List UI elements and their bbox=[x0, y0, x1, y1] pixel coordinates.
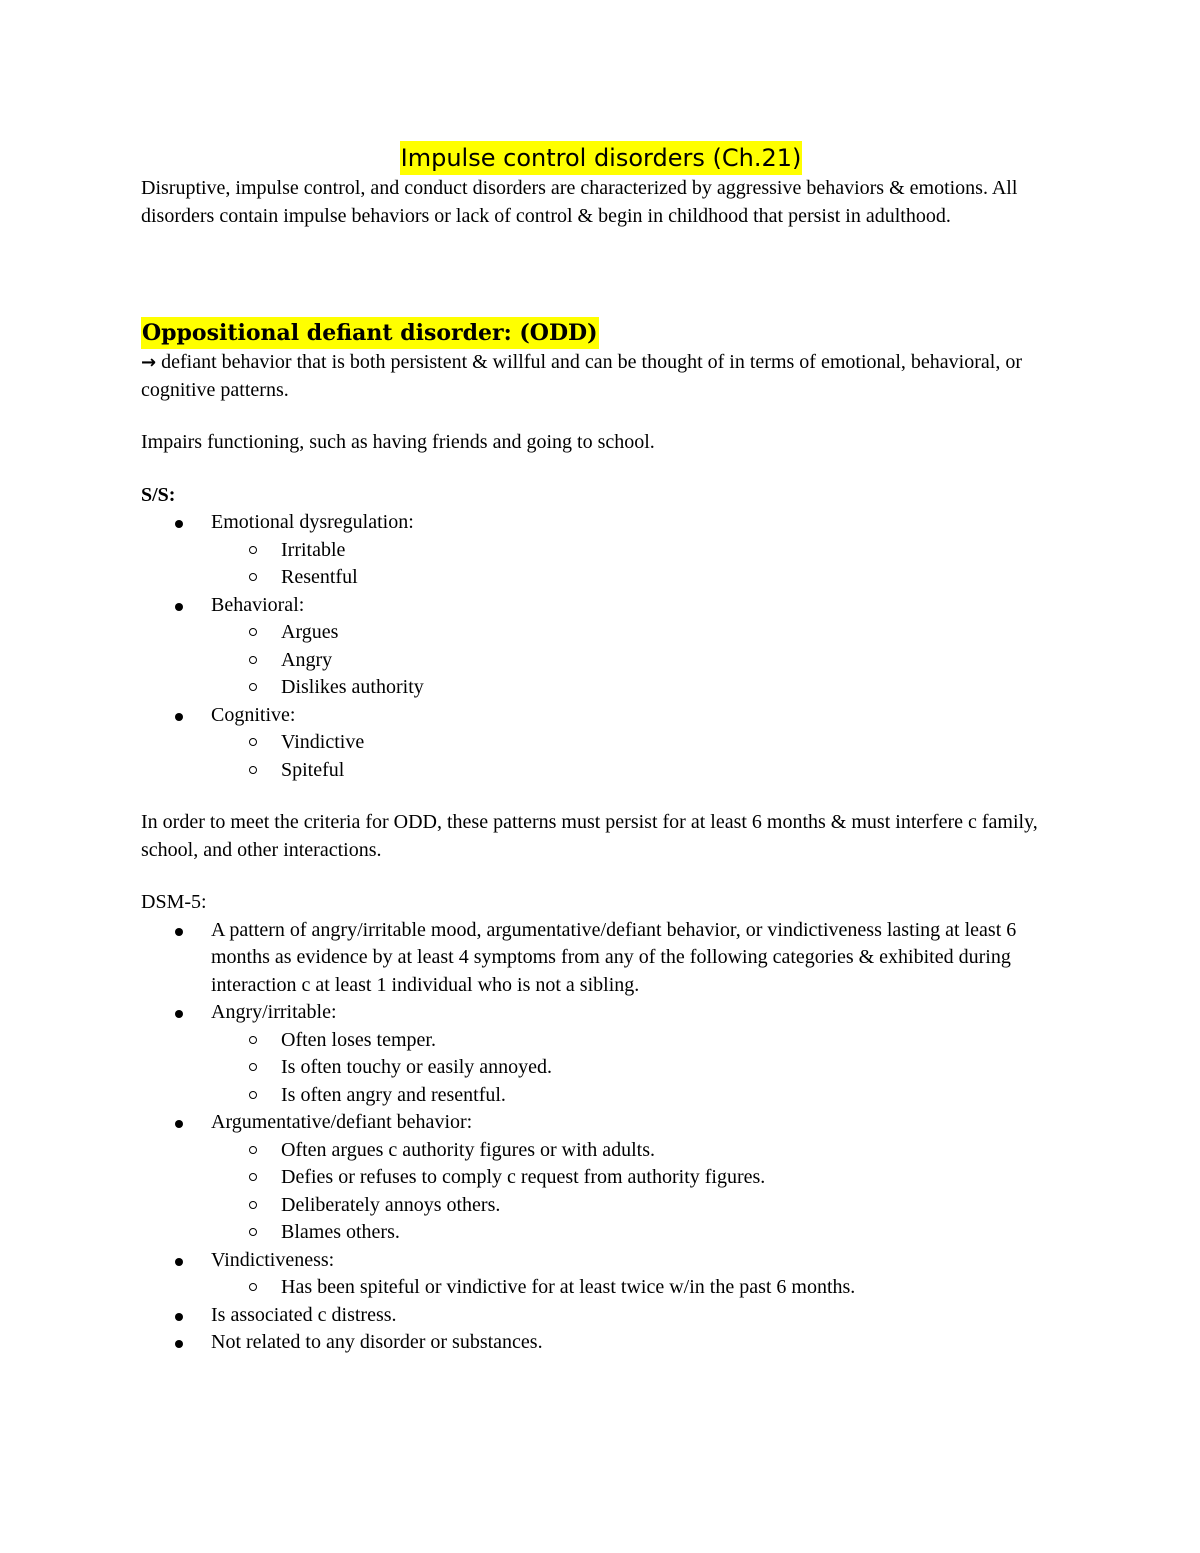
sub-list-item: Defies or refuses to comply c request from authority figures. bbox=[211, 1164, 1061, 1192]
circle-bullet-icon bbox=[249, 1173, 257, 1181]
sub-list-item: Has been spiteful or vindictive for at least twice w/in the past 6 months. bbox=[211, 1274, 1061, 1302]
intro-paragraph: Disruptive, impulse control, and conduct disorders are characterized by aggressive behaviors & emotions. All disorders contain impulse behaviors or lack of control & begin in childhood that persist in adulthood. bbox=[141, 177, 1018, 227]
odd-definition-text: defiant behavior that is both persistent & willful and can be thought of in terms of emotional, behavioral, or cognitive patterns. bbox=[141, 351, 1022, 401]
dsm-list bbox=[141, 917, 1061, 1357]
sub-list-item: Is often touchy or easily annoyed. bbox=[211, 1054, 1061, 1082]
sub-list-item: Resentful bbox=[211, 564, 1061, 592]
impairs-paragraph: Impairs functioning, such as having friends and going to school. bbox=[141, 431, 655, 453]
odd-heading-line bbox=[141, 317, 1061, 349]
title-line bbox=[141, 141, 1061, 175]
circle-bullet-icon bbox=[249, 546, 257, 554]
circle-bullet-icon bbox=[249, 1201, 257, 1209]
criteria-paragraph: In order to meet the criteria for ODD, these patterns must persist for at least 6 months & must interfere c family, school, and other interactions. bbox=[141, 811, 1038, 861]
sub-list-item: Dislikes authority bbox=[211, 674, 1061, 702]
dsm-label: DSM-5: bbox=[141, 891, 207, 913]
circle-bullet-icon bbox=[249, 1063, 257, 1071]
sub-list-item: Blames others. bbox=[211, 1219, 1061, 1247]
circle-bullet-icon bbox=[249, 573, 257, 581]
bullet-icon bbox=[175, 603, 183, 611]
circle-bullet-icon bbox=[249, 1228, 257, 1236]
sub-list-item: Is often angry and resentful. bbox=[211, 1082, 1061, 1110]
ss-label: S/S: bbox=[141, 483, 176, 506]
sub-list-item: Often loses temper. bbox=[211, 1027, 1061, 1055]
sub-list-item: Vindictive bbox=[211, 729, 1061, 757]
bullet-icon bbox=[175, 928, 183, 936]
circle-bullet-icon bbox=[249, 1091, 257, 1099]
bullet-icon bbox=[175, 713, 183, 721]
sub-list-item: Angry bbox=[211, 647, 1061, 675]
bullet-icon bbox=[175, 520, 183, 528]
circle-bullet-icon bbox=[249, 628, 257, 636]
list-item: Emotional dysregulation: Irritable Resentful bbox=[141, 509, 1061, 592]
bullet-icon bbox=[175, 1120, 183, 1128]
list-item: A pattern of angry/irritable mood, argumentative/defiant behavior, or vindictiveness lasting at least 6 months as evidence by at least 4 symptoms from any of the following categories & exhibited during interaction c at least 1 individual who is not a sibling. bbox=[141, 917, 1061, 1000]
sub-list bbox=[211, 1274, 1061, 1302]
circle-bullet-icon bbox=[249, 1036, 257, 1044]
arrow-icon: → bbox=[141, 352, 157, 373]
list-item: Behavioral: Argues Angry Dislikes authority bbox=[141, 592, 1061, 702]
sub-list-item: Spiteful bbox=[211, 757, 1061, 785]
sub-list-item: Argues bbox=[211, 619, 1061, 647]
circle-bullet-icon bbox=[249, 766, 257, 774]
list-item: Is associated c distress. bbox=[141, 1302, 1061, 1330]
circle-bullet-icon bbox=[249, 683, 257, 691]
circle-bullet-icon bbox=[249, 1283, 257, 1291]
ss-list bbox=[141, 509, 1061, 784]
odd-heading: Oppositional defiant disorder: (ODD) bbox=[141, 317, 599, 349]
document-page bbox=[141, 141, 1061, 1357]
sub-list bbox=[211, 1027, 1061, 1110]
list-item: Vindictiveness: Has been spiteful or vindictive for at least twice w/in the past 6 months. bbox=[141, 1247, 1061, 1302]
circle-bullet-icon bbox=[249, 1146, 257, 1154]
sub-list-item: Often argues c authority figures or with adults. bbox=[211, 1137, 1061, 1165]
circle-bullet-icon bbox=[249, 738, 257, 746]
list-item: Not related to any disorder or substances. bbox=[141, 1329, 1061, 1357]
document-title: Impulse control disorders (Ch.21) bbox=[400, 141, 803, 175]
bullet-icon bbox=[175, 1258, 183, 1266]
list-item: Angry/irritable: Often loses temper. Is often touchy or easily annoyed. Is often angry and resentful. bbox=[141, 999, 1061, 1109]
sub-list bbox=[211, 1137, 1061, 1247]
sub-list bbox=[211, 619, 1061, 702]
sub-list bbox=[211, 537, 1061, 592]
bullet-icon bbox=[175, 1313, 183, 1321]
bullet-icon bbox=[175, 1340, 183, 1348]
list-item: Argumentative/defiant behavior: Often argues c authority figures or with adults. Defies or refuses to comply c request from authority figures. Deliberately annoys others. Blames others. bbox=[141, 1109, 1061, 1247]
odd-definition bbox=[141, 349, 1061, 404]
sub-list bbox=[211, 729, 1061, 784]
bullet-icon bbox=[175, 1010, 183, 1018]
list-item: Cognitive: Vindictive Spiteful bbox=[141, 702, 1061, 785]
sub-list-item: Irritable bbox=[211, 537, 1061, 565]
circle-bullet-icon bbox=[249, 656, 257, 664]
sub-list-item: Deliberately annoys others. bbox=[211, 1192, 1061, 1220]
